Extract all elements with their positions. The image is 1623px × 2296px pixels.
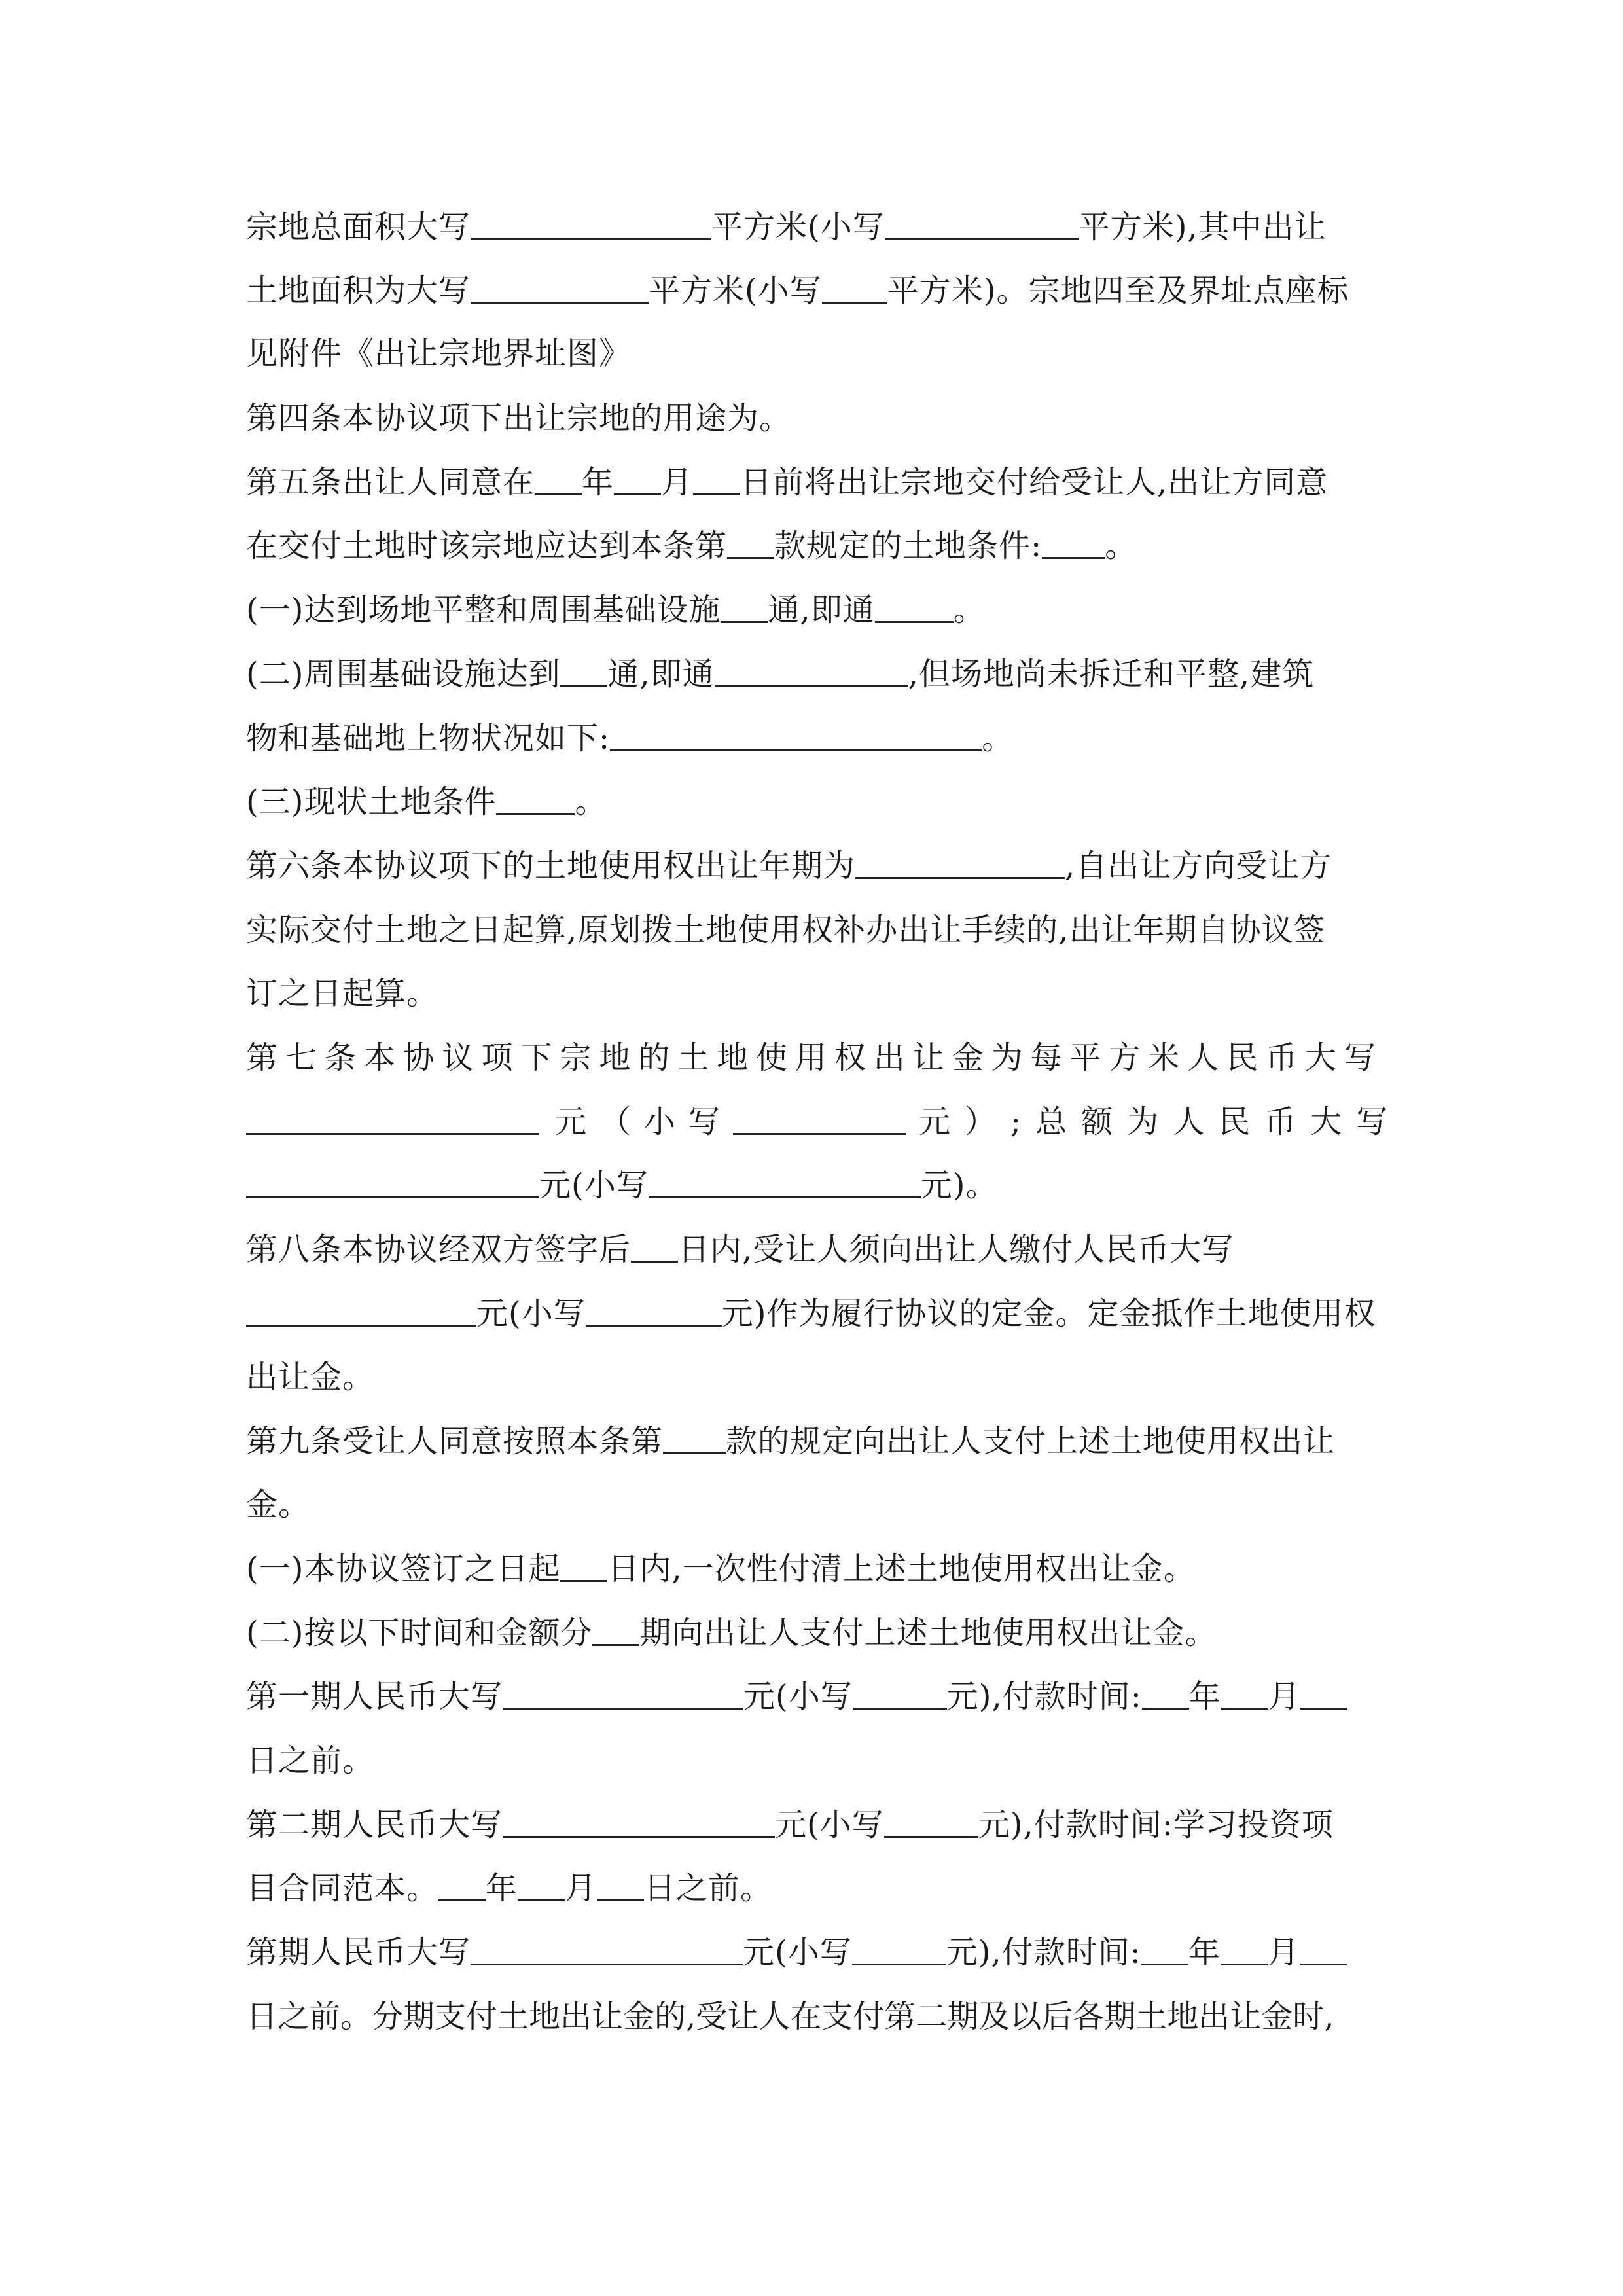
text-segment: 物和基础地上物状况如下: [246,720,611,757]
text-line [246,266,1349,315]
text-segment: (一)达到场地平整和周围基础设施 [246,592,721,628]
text-line [246,842,1332,890]
text-segment: 出让金。 [246,1359,375,1395]
text-segment: 月 [661,464,694,501]
blank-field[interactable] [246,1100,539,1135]
blank-field[interactable] [1141,1931,1188,1965]
text-line [246,778,607,826]
text-segment: 元（小写 [555,1103,734,1140]
blank-field[interactable] [438,1867,486,1901]
blank-field[interactable] [885,206,1079,240]
text-segment: 平方米),其中出让 [1078,209,1327,245]
text-segment: 年 [1188,1934,1221,1971]
blank-field[interactable] [1300,1675,1347,1710]
blank-field[interactable] [853,1675,947,1710]
blank-field[interactable] [614,461,661,495]
text-line [246,458,1328,507]
text-segment: (二)按以下时间和金额分 [246,1615,593,1651]
blank-field[interactable] [822,269,887,304]
text-segment: 期向出让人支付上述土地使用权出让金。 [639,1615,1217,1651]
text-line [246,969,438,1018]
blank-field[interactable] [597,1867,644,1901]
text-line [246,1417,1335,1465]
text-segment: 第九条受让人同意按照本条第 [246,1423,664,1460]
text-segment: 目合同范本。 [246,1870,439,1907]
blank-field[interactable] [471,1931,743,1965]
text-segment: 平方米(小写 [711,209,885,245]
text-line [246,1098,1402,1146]
blank-field[interactable] [1300,1931,1347,1965]
blank-field[interactable] [1042,524,1105,559]
blank-field[interactable] [503,1803,775,1838]
text-segment: (二)周围基础设施达到 [246,656,561,692]
blank-field[interactable] [592,1611,639,1646]
text-segment: 年 [1188,1678,1221,1715]
text-line [246,1801,1334,1849]
blank-field[interactable] [721,588,768,623]
text-line [246,1672,1347,1721]
text-line [246,1289,1376,1338]
text-segment: 日之前。分期支付土地出让金的,受让人在支付第二期及以后各期土地出让金时, [246,1998,1334,2035]
blank-field[interactable] [884,1803,978,1838]
text-segment: 元(小写 [743,1678,853,1715]
text-segment: 元),付款时间: [946,1678,1142,1715]
text-line [246,650,1314,698]
text-segment: (一)本协议签订之日起 [246,1551,561,1587]
text-segment: 日内,一次性付清上述土地使用权出让金。 [607,1551,1196,1587]
text-segment: 。 [575,783,607,820]
blank-field[interactable] [1221,1931,1268,1965]
blank-field[interactable] [246,1164,539,1198]
text-line [246,586,986,634]
text-segment: 平方米)。宗地四至及界址点座标 [887,272,1349,309]
text-segment: 元)。 [920,1167,998,1204]
text-segment: 年 [582,464,615,501]
text-segment: 通,即通 [607,656,715,692]
text-segment: 第七条本协议项下宗地的土地使用权出让金为每平方米人民币大写 [246,1039,1376,1076]
text-line [246,329,631,378]
blank-field[interactable] [631,1228,678,1263]
text-line [246,394,791,442]
blank-field[interactable] [1221,1675,1268,1710]
blank-field[interactable] [471,269,649,304]
text-segment: 第四条本协议项下出让宗地的用途为。 [246,400,792,437]
text-segment: 金。 [246,1486,311,1523]
text-segment: 元),付款时间:学习投资项 [978,1806,1334,1843]
blank-field[interactable] [503,1675,743,1710]
text-segment: ,自出让方向受让方 [1065,848,1332,884]
text-line [246,1928,1347,1977]
text-segment: 。 [1105,528,1137,564]
text-segment: 实际交付土地之日起算,原划拨土地使用权补办出让手续的,出让年期自协议签 [246,912,1326,948]
text-segment: 月 [1268,1678,1300,1715]
blank-field[interactable] [586,1292,722,1327]
text-segment: 元)作为履行协议的定金。定金抵作土地使用权 [721,1295,1376,1332]
text-line [246,1353,374,1401]
text-line [246,1480,310,1529]
text-line [246,1161,997,1210]
text-segment: 日之前。 [644,1870,773,1907]
text-segment: 日前将出让宗地交付给受让人,出让方同意 [740,464,1329,501]
text-segment: 宗地总面积大写 [246,209,471,245]
blank-field[interactable] [649,1164,921,1198]
text-segment: 元(小写 [775,1806,884,1843]
text-line [246,714,1014,762]
text-segment: 元）;总额为人民币大写 [919,1103,1402,1140]
text-segment: 订之日起算。 [246,975,439,1012]
text-segment: 元(小写 [743,1934,852,1971]
text-segment: 土地面积为大写 [246,272,471,309]
text-segment: 日内,受让人须向出让人缴付人民币大写 [678,1231,1234,1268]
text-segment: 第八条本协议经双方签字后 [246,1231,632,1268]
text-segment: 在交付土地时该宗地应达到本条第 [246,528,728,564]
text-segment: 平方米(小写 [649,272,822,309]
text-line [246,1545,1196,1593]
text-segment: (三)现状土地条件 [246,783,497,820]
text-line [246,1992,1334,2041]
text-segment: 元(小写 [539,1167,649,1204]
blank-field[interactable] [727,524,774,559]
text-segment: 款的规定向出让人支付上述土地使用权出让 [726,1423,1336,1460]
text-segment: 见附件《出让宗地界址图》 [246,335,632,372]
text-segment: 元),付款时间: [946,1934,1141,1971]
blank-field[interactable] [875,588,954,623]
text-segment: 第六条本协议项下的土地使用权出让年期为 [246,848,856,884]
blank-field[interactable] [560,1547,607,1582]
blank-field[interactable] [852,1931,946,1965]
blank-field[interactable] [733,1100,906,1135]
blank-field[interactable] [715,653,908,687]
text-segment: 款规定的土地条件: [774,528,1043,564]
text-segment: 。 [953,592,986,628]
text-segment: 第期人民币大写 [246,1934,471,1971]
text-line [246,203,1327,251]
blank-field[interactable] [496,780,575,815]
blank-field[interactable] [610,717,982,751]
blank-field[interactable] [535,461,582,495]
blank-field[interactable] [1142,1675,1189,1710]
text-segment: 年 [486,1870,518,1907]
blank-field[interactable] [855,844,1065,879]
text-segment: 通,即通 [768,592,875,628]
text-segment: 第一期人民币大写 [246,1678,503,1715]
text-line [246,1609,1217,1657]
text-segment: 月 [1267,1934,1300,1971]
blank-field[interactable] [246,1292,476,1327]
text-line [246,1033,1376,1082]
text-line [246,522,1137,570]
text-segment: 元(小写 [476,1295,586,1332]
text-line [246,1225,1234,1274]
blank-field[interactable] [471,206,711,240]
text-line [246,1736,374,1785]
text-line [246,1864,772,1912]
text-segment: 月 [565,1870,597,1907]
text-segment: ,但场地尚未拆迁和平整,建筑 [908,656,1315,692]
text-segment: 第二期人民币大写 [246,1806,503,1843]
text-segment: 日之前。 [246,1742,375,1779]
text-segment: 第五条出让人同意在 [246,464,535,501]
text-line [246,906,1326,954]
text-segment: 。 [982,720,1014,757]
blank-field[interactable] [560,653,607,687]
blank-field[interactable] [518,1867,565,1901]
blank-field[interactable] [663,1420,726,1454]
blank-field[interactable] [693,461,740,495]
